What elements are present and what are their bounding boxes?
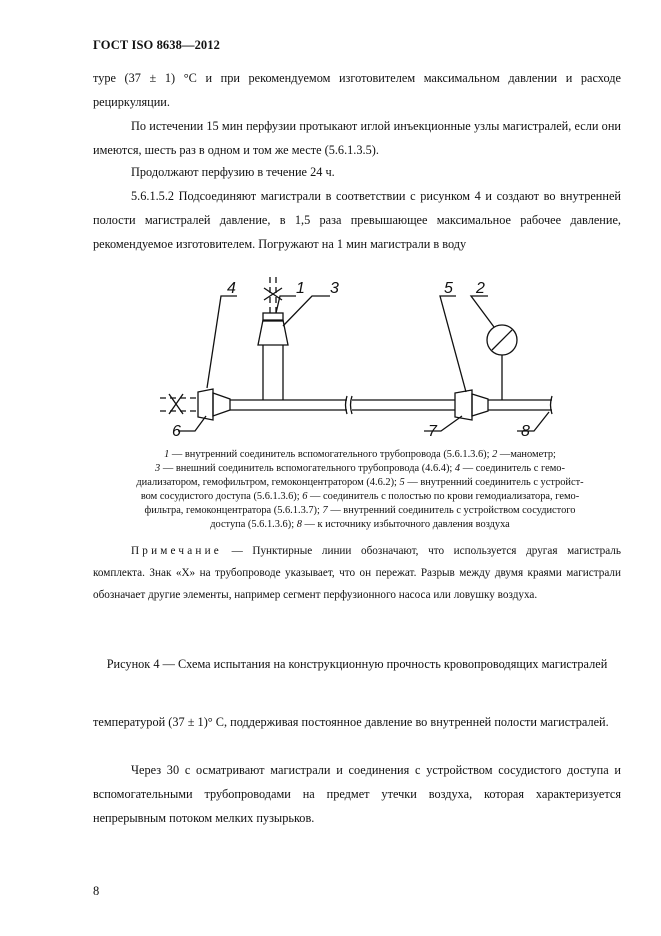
figure-label-6: 6 — [172, 423, 181, 440]
paragraph-3: Продолжают перфузию в течение 24 ч. — [131, 165, 335, 179]
tube-break-left — [346, 396, 348, 414]
legend-line-5: фильтра, гемоконцентратора (5.6.1.3.7); 7 — внутренний соединитель с устройством сосудистого — [144, 505, 576, 516]
leader-3 — [283, 296, 330, 326]
manometer-needle — [492, 330, 512, 350]
paragraph-1: туре (37 ± 1) °С и при рекомендуемом изготовителем максимальном давлении и расходе рециркуляции. — [93, 71, 621, 109]
leader-4 — [207, 296, 237, 388]
figure-note — [93, 540, 621, 606]
legend-line-4: вом сосудистого доступа (5.6.1.3.6); 6 — соединитель с полостью по крови гемодиализатора, гемо- — [140, 491, 580, 502]
figure-label-4: 4 — [227, 280, 236, 297]
legend-line-6: доступа (5.6.1.3.6); 8 — к источнику избыточного давления воздуха — [210, 519, 510, 530]
paragraph-5: температурой (37 ± 1)° С, поддерживая постоянное давление во внутренней полости магистралей. — [93, 715, 609, 729]
figure-label-2: 2 — [476, 280, 485, 297]
figure-label-7: 7 — [428, 423, 437, 440]
note-label: Примечание — [131, 545, 222, 557]
paragraph-6: Через 30 с осматривают магистрали и соединения с устройством сосудистого доступа и вспомогательными трубопроводами на предмет утечки воздуха, которая характеризуется непрерывным потоком мелких пузырьков. — [93, 763, 621, 825]
tube-break-right — [351, 396, 353, 414]
connector-3 — [258, 320, 288, 345]
paragraph-4: 5.6.1.5.2 Подсоединяют магистрали в соответствии с рисунком 4 и создают во внутренней полости магистралей давление, в 1,5 раза превышающее максимальное рабочее давление, рекомендуемое изготовителем. Погружают на 1 мин магистрали в воду — [93, 189, 621, 251]
legend-line-2: 3 — внешний соединитель вспомогательного трубопровода (4.6.4); 4 — соединитель с гемо- — [155, 463, 565, 474]
page-number: 8 — [93, 884, 100, 898]
legend-line-3: диализатором, гемофильтром, гемоконцентратором (4.6.2); 5 — внутренний соединитель с устройст- — [136, 477, 584, 488]
figure-label-3: 3 — [330, 280, 339, 297]
connector-4 — [213, 393, 230, 416]
test-scheme-diagram — [0, 0, 661, 450]
figure-label-5: 5 — [444, 280, 453, 297]
figure-title: Рисунок 4 — Схема испытания на конструкционную прочность кровопроводящих магистралей — [106, 657, 608, 671]
document-header: ГОСТ ISO 8638—2012 — [93, 38, 220, 52]
connector-6 — [198, 389, 213, 420]
connector-5 — [472, 394, 488, 416]
legend-line-1: 1 — внутренний соединитель вспомогательного трубопровода (5.6.1.3.6); 2 —манометр; — [164, 449, 556, 460]
connector-7 — [455, 390, 472, 420]
line-8-break — [551, 396, 553, 414]
leader-2 — [471, 296, 494, 327]
figure-label-8: 8 — [521, 423, 530, 440]
paragraph-2: По истечении 15 мин перфузии протыкают иглой инъекционные узлы магистралей, если они имеются, шесть раз в одном и том же месте (5.6.1.3.5). — [93, 119, 621, 157]
note-text: — Пунктирные линии обозначают, что используется другая магистраль комплекта. Знак «Х» на трубопроводе указывает, что он пережат. Разрыв между двумя краями магистрали обозначает другие элементы, например сегмент перфузионного насоса или ловушку воздуха. — [93, 545, 621, 601]
figure-label-1: 1 — [296, 280, 305, 297]
leader-5 — [440, 296, 466, 392]
figure-legend — [100, 448, 620, 532]
leader-1 — [276, 296, 296, 313]
